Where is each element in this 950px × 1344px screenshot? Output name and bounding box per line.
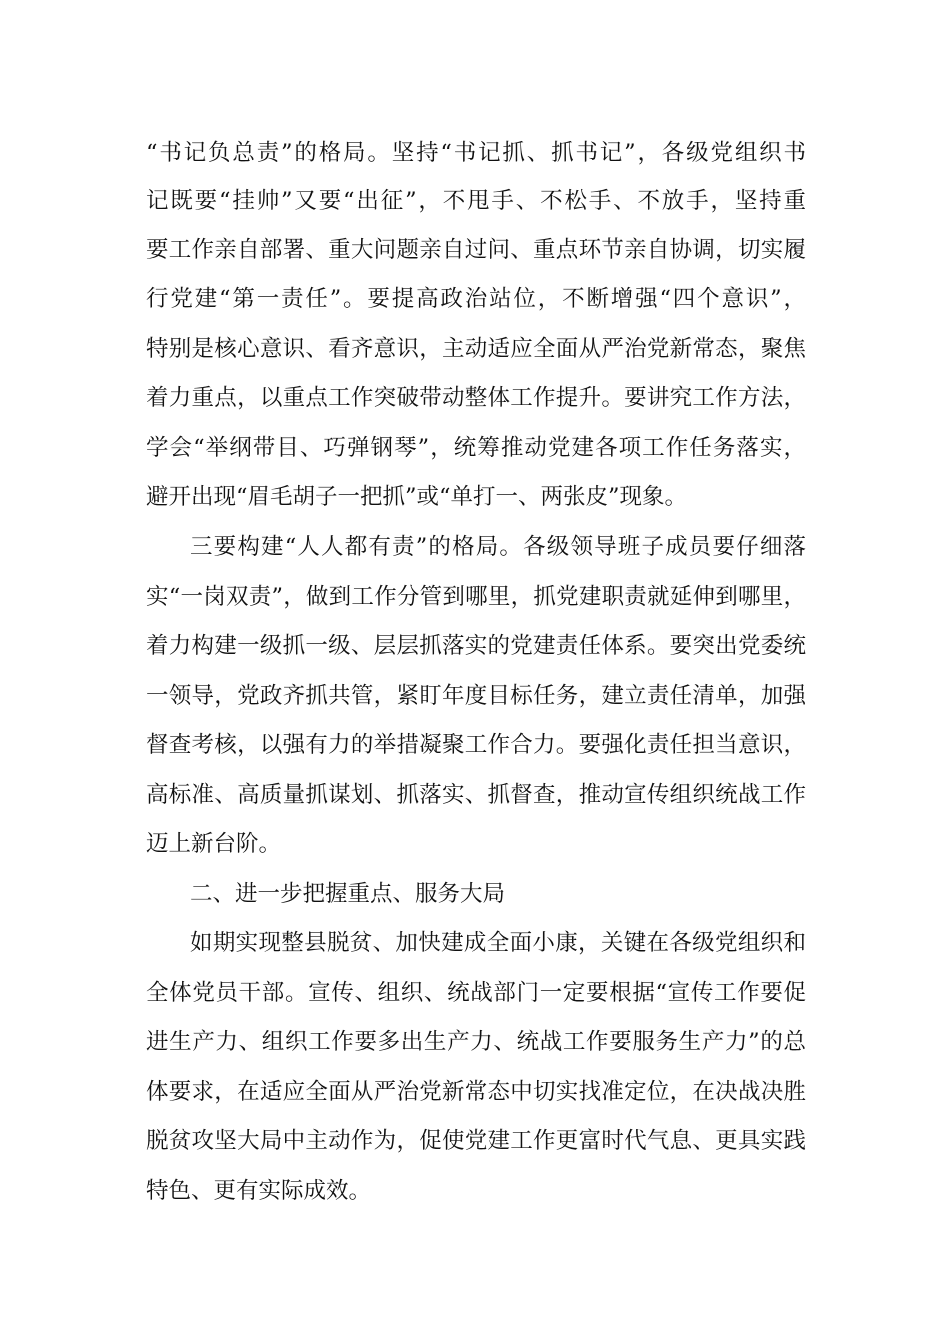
paragraph-2-line-7: 迈上新台阶。 xyxy=(146,831,282,857)
paragraph-1-line-7: 学会“举纲带目、巧弹钢琴”，统筹推动党建各项工作任务落实， xyxy=(146,435,806,461)
paragraph-2-line-5: 督查考核，以强有力的举措凝聚工作合力。要强化责任担当意识， xyxy=(146,732,806,758)
paragraph-2-line-4: 一领导，党政齐抓共管，紧盯年度目标任务，建立责任清单，加强 xyxy=(146,683,806,709)
paragraph-1-line-4: 行党建“第一责任”。要提高政治站位，不断增强“四个意识”， xyxy=(146,286,806,312)
paragraph-1-line-2: 记既要“挂帅”又要“出征”，不甩手、不松手、不放手，坚持重 xyxy=(146,188,806,214)
paragraph-2-line-1: 三要构建“人人都有责”的格局。各级领导班子成员要仔细落 xyxy=(190,534,806,560)
paragraph-3-line-4: 体要求，在适应全面从严治党新常态中切实找准定位，在决战决胜 xyxy=(146,1079,806,1105)
paragraph-3-line-3: 进生产力、组织工作要多出生产力、统战工作要服务生产力”的总 xyxy=(146,1029,806,1055)
paragraph-3-line-5: 脱贫攻坚大局中主动作为，促使党建工作更富时代气息、更具实践 xyxy=(146,1128,806,1154)
paragraph-1-line-5: 特别是核心意识、看齐意识，主动适应全面从严治党新常态，聚焦 xyxy=(146,336,806,362)
paragraph-1-line-1: “书记负总责”的格局。坚持“书记抓、抓书记”，各级党组织书 xyxy=(146,140,806,166)
paragraph-1-line-8: 避开出现“眉毛胡子一把抓”或“单打一、两张皮”现象。 xyxy=(146,484,688,510)
paragraph-2-line-2: 实“一岗双责”，做到工作分管到哪里，抓党建职责就延伸到哪里， xyxy=(146,584,806,610)
paragraph-2-line-6: 高标准、高质量抓谋划、抓落实、抓督查，推动宣传组织统战工作 xyxy=(146,782,806,808)
paragraph-3-line-1: 如期实现整县脱贫、加快建成全面小康，关键在各级党组织和 xyxy=(190,930,806,956)
paragraph-2-line-3: 着力构建一级抓一级、层层抓落实的党建责任体系。要突出党委统 xyxy=(146,633,806,659)
paragraph-3-line-6: 特色、更有实际成效。 xyxy=(146,1178,372,1204)
paragraph-1-line-6: 着力重点，以重点工作突破带动整体工作提升。要讲究工作方法， xyxy=(146,385,806,411)
paragraph-3-line-2: 全体党员干部。宣传、组织、统战部门一定要根据“宣传工作要促 xyxy=(146,980,806,1006)
section-heading: 二、进一步把握重点、服务大局 xyxy=(190,881,506,907)
paragraph-1-line-3: 要工作亲自部署、重大问题亲自过问、重点环节亲自协调，切实履 xyxy=(146,237,806,263)
